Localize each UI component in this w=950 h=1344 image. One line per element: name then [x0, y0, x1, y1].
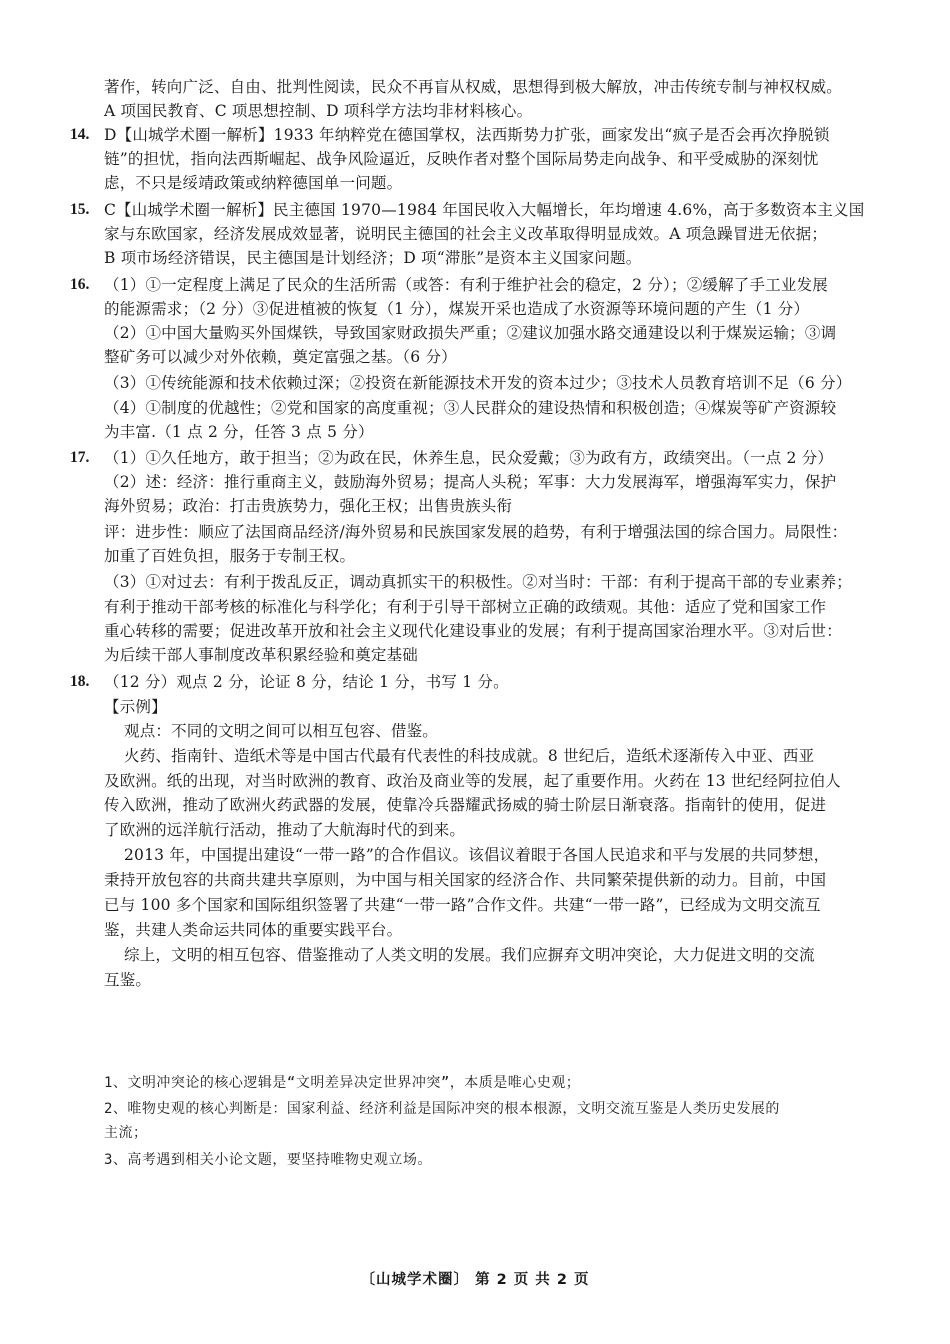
q18-example-label: 【示例】	[104, 698, 167, 716]
q17-line-8: 重心转移的需要；促进改革开放和社会主义现代化建设事业的发展；有利于提高国家治理水平。③对后世：	[104, 622, 842, 640]
q16-line-7: 为丰富.（1 点 2 分，任答 3 点 5 分）	[104, 423, 374, 441]
q15-number: 15.	[70, 201, 90, 218]
q18-para2-line-4: 鉴，共建人类命运共同体的重要实践平台。	[104, 921, 403, 939]
q18-scoring: （12 分）观点 2 分，论证 8 分，结论 1 分，书写 1 分。	[104, 673, 509, 691]
note-line-1: 1、文明冲突论的核心逻辑是“文明差异决定世界冲突”，本质是唯心史观；	[104, 1075, 581, 1091]
q13-line-2: A 项国民教育、C 项思想控制、D 项科学方法均非材料核心。	[104, 102, 533, 120]
q18-para2-line-2: 秉持开放包容的共商共建共享原则，为中国与相关国家的经济合作、共同繁荣提供新的动力。目前，中国	[104, 871, 827, 889]
q18-para1-line-4: 了欧洲的远洋航行活动，推动了大航海时代的到来。	[104, 821, 466, 839]
q17-line-5: 加重了百姓负担，服务于专制王权。	[104, 547, 356, 565]
q18-viewpoint: 观点：不同的文明之间可以相互包容、借鉴。	[124, 722, 439, 740]
q18-para3-line-2: 互鉴。	[104, 971, 152, 989]
q18-para1-line-2: 及欧洲。纸的出现，对当时欧洲的教育、政治及商业等的发展，起了重要作用。火药在 13 世纪经阿拉伯人	[104, 772, 841, 790]
note-line-2: 2、唯物史观的核心判断是：国家利益、经济利益是国际冲突的根本根源，文明交流互鉴是人类历史发展的	[104, 1101, 780, 1117]
q13-line-1: 著作，转向广泛、自由、批判性阅读，民众不再盲从权威，思想得到极大解放，冲击传统专制与神权权威。	[104, 78, 842, 96]
note-line-3: 主流；	[104, 1125, 148, 1141]
q17-line-7: 有利于推动干部考核的标准化与科学化；有利于引导干部树立正确的政绩观。其他：适应了党和国家工作	[104, 598, 827, 616]
q14-line-3: 虑，不只是绥靖政策或纳粹德国单一问题。	[104, 174, 403, 192]
q17-line-6: （3）①对过去：有利于拨乱反正，调动真抓实干的积极性。②对当时：干部：有利于提高干部的专业素养；	[104, 573, 852, 591]
q18-number: 18.	[70, 673, 90, 690]
q17-number: 17.	[70, 449, 90, 466]
q15-line-3: B 项市场经济错误，民主德国是计划经济；D 项“滞胀”是资本主义国家问题。	[104, 249, 642, 267]
q18-para2-line-3: 已与 100 多个国家和国际组织签署了共建“一带一路”合作文件。共建“一带一路”，已经成为文明交流互	[104, 896, 821, 914]
note-line-4: 3、高考遇到相关小论文题，要坚持唯物史观立场。	[104, 1152, 432, 1168]
q16-line-4: 整矿务可以减少对外依赖，奠定富强之基。（6 分）	[104, 348, 457, 366]
q18-para3-line-1: 综上，文明的相互包容、借鉴推动了人类文明的发展。我们应摒弃文明冲突论，大力促进文明的交流	[124, 946, 815, 964]
q14-line-1: D【山城学术圈一解析】1933 年纳粹党在德国掌权，法西斯势力扩张，画家发出“疯子是否会再次挣脱锁	[104, 126, 830, 144]
q15-line-1: C【山城学术圈一解析】民主德国 1970—1984 年国民收入大幅增长，年均增速 4.6%，高于多数资本主义国	[104, 201, 865, 219]
q18-para1-line-3: 传入欧洲，推动了欧洲火药武器的发展，使靠冷兵器耀武扬威的骑士阶层日渐衰落。指南针的使用，促进	[104, 796, 827, 814]
q17-line-1: （1）①久任地方，敢于担当；②为政在民，休养生息，民众爱戴；③为政有方，政绩突出。（一点 2 分）	[104, 449, 834, 467]
q17-line-2: （2）述：经济：推行重商主义，鼓励海外贸易；提高人头税；军事：大力发展海军，增强海军实力，保护	[104, 473, 837, 491]
q16-line-3: （2）①中国大量购买外国煤铁，导致国家财政损失严重；②建议加强水路交通建设以利于煤炭运输；③调	[104, 324, 837, 342]
q16-line-1: （1）①一定程度上满足了民众的生活所需（或答：有利于维护社会的稳定，2 分）；②缓解了手工业发展	[104, 276, 829, 294]
q16-line-5: （3）①传统能源和技术依赖过深；②投资在新能源技术开发的资本过少；③技术人员教育培训不足（6 分）	[104, 374, 852, 392]
q17-line-3: 海外贸易；政治：打击贵族势力，强化王权；出售贵族头衔	[104, 497, 513, 515]
q17-line-4: 评：进步性：顺应了法国商品经济/海外贸易和民族国家发展的趋势，有利于增强法国的综合国力。局限性：	[104, 523, 848, 541]
page-footer: 〔山城学术圈〕 第 2 页 共 2 页	[360, 1272, 590, 1288]
q18-para1-line-1: 火药、指南针、造纸术等是中国古代最有代表性的科技成就。8 世纪后，造纸术逐渐传入中亚、西亚	[124, 747, 815, 765]
q14-number: 14.	[70, 126, 90, 143]
q16-line-6: （4）①制度的优越性；②党和国家的高度重视；③人民群众的建设热情和积极创造；④煤炭等矿产资源较	[104, 399, 837, 417]
q16-line-2: 的能源需求；（2 分）③促进植被的恢复（1 分），煤炭开采也造成了水资源等环境问题的产生（1 分）	[104, 300, 810, 318]
q18-para2-line-1: 2013 年，中国提出建设“一带一路”的合作倡议。该倡议着眼于各国人民追求和平与发展的共同梦想，	[124, 846, 830, 864]
q14-line-2: 链”的担忧，指向法西斯崛起、战争风险逼近，反映作者对整个国际局势走向战争、和平受威胁的深刻忧	[104, 150, 819, 168]
q17-line-9: 为后续干部人事制度改革积累经验和奠定基础	[104, 646, 419, 664]
q15-line-2: 家与东欧国家，经济发展成效显著，说明民主德国的社会主义改革取得明显成效。A 项急躁冒进无依据；	[104, 225, 828, 243]
q16-number: 16.	[70, 276, 90, 293]
